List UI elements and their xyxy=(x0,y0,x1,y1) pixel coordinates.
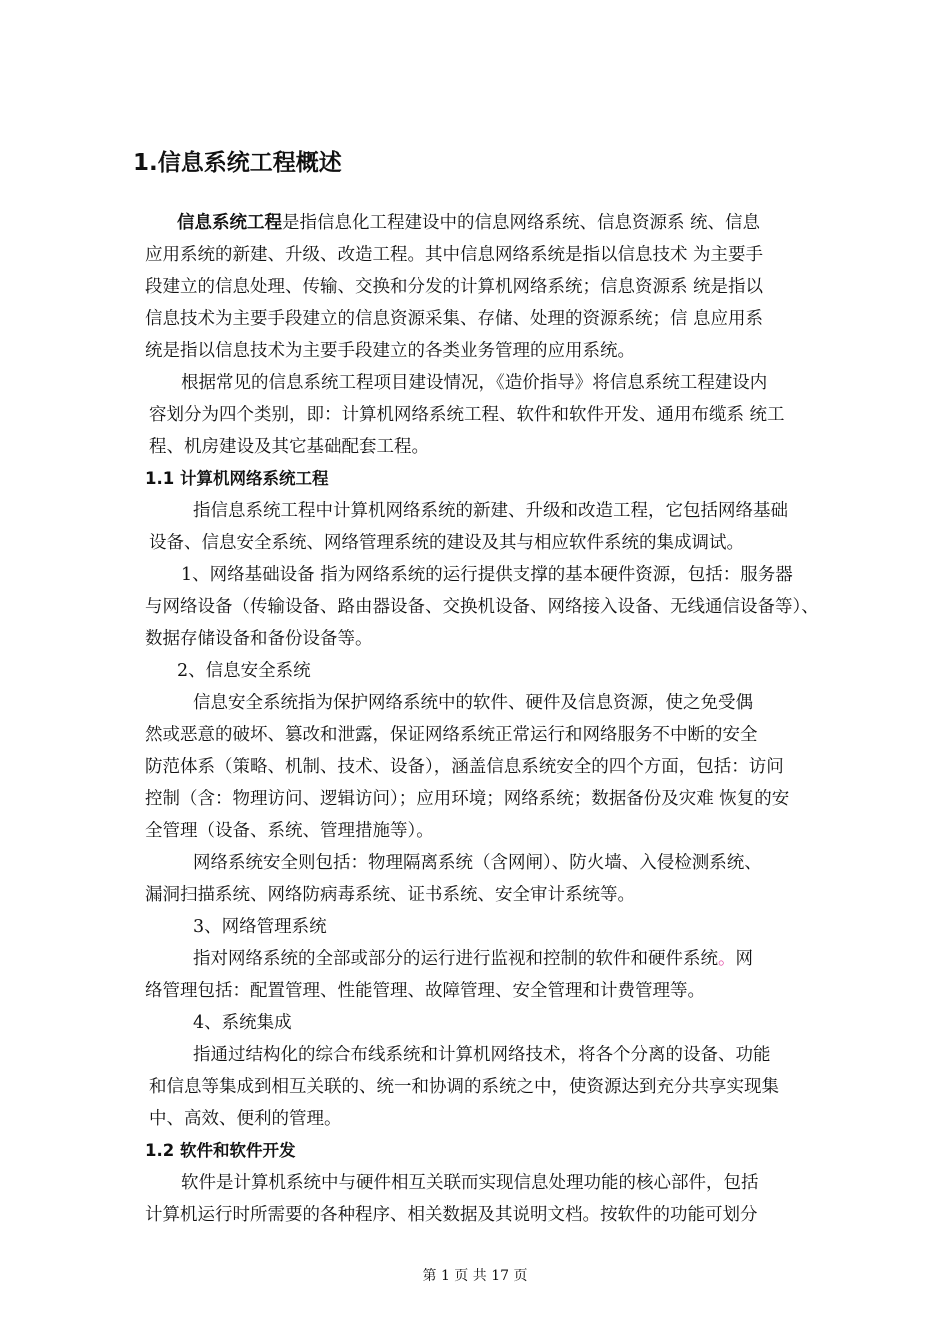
s11-item3-line-1-tail: 网 xyxy=(735,949,753,969)
para2-line-1: 根据常见的信息系统工程项目建设情况，《造价指导》将信息系统工程建设内 xyxy=(181,373,768,393)
highlight-mark: 。 xyxy=(718,949,736,969)
intro-line-5: 统是指以信息技术为主要手段建立的各类业务管理的应用系统。 xyxy=(145,341,635,361)
s11-p1-line-1: 指信息系统工程中计算机网络系统的新建、升级和改造工程，它包括网络基础 xyxy=(193,501,788,521)
s11-item2-p2-line-2: 漏洞扫描系统、网络防病毒系统、证书系统、安全审计系统等。 xyxy=(145,885,635,905)
section-heading-1-2: 1.2 软件和软件开发 xyxy=(145,1141,296,1160)
intro-line-2: 应用系统的新建、升级、改造工程。其中信息网络系统是指以信息技术 为主要手 xyxy=(145,245,764,265)
page-footer: 第 1 页 共 17 页 xyxy=(422,1268,528,1284)
s11-item4-title: 4、系统集成 xyxy=(193,1013,292,1033)
s11-item3-line-1-text: 指对网络系统的全部或部分的运行进行监视和控制的软件和硬件系统 xyxy=(193,949,718,969)
s11-item3-line-1 xyxy=(193,947,753,971)
s11-item4-line-1: 指通过结构化的综合布线系统和计算机网络技术，将各个分离的设备、功能 xyxy=(193,1045,771,1065)
s11-item2-p1-line-5: 全管理（设备、系统、管理措施等）。 xyxy=(145,821,434,841)
s11-item2-p1-line-2: 然或恶意的破坏、篡改和泄露，保证网络系统正常运行和网络服务不中断的安全 xyxy=(145,725,758,745)
intro-line-1-text: 是指信息化工程建设中的信息网络系统、信息资源系 统、信息 xyxy=(282,213,761,233)
s11-item1-line-2: 与网络设备（传输设备、路由器设备、交换机设备、网络接入设备、无线通信设备等）、 xyxy=(145,597,819,617)
s11-p1-line-2: 设备、信息安全系统、网络管理系统的建设及其与相应软件系统的集成调试。 xyxy=(149,533,744,553)
para2-line-2: 容划分为四个类别，即：计算机网络系统工程、软件和软件开发、通用布缆系 统工 xyxy=(149,405,785,425)
page-title: 1.信息系统工程概述 xyxy=(133,150,342,176)
intro-line-1 xyxy=(177,211,760,235)
s12-line-2: 计算机运行时所需要的各种程序、相关数据及其说明文档。按软件的功能可划分 xyxy=(145,1205,758,1225)
s11-item2-p1-line-3: 防范体系（策略、机制、技术、设备），涵盖信息系统安全的四个方面，包括：访问 xyxy=(145,757,784,777)
s11-item1-line-3: 数据存储设备和备份设备等。 xyxy=(145,629,373,649)
s11-item4-line-2: 和信息等集成到相互关联的、统一和协调的系统之中，使资源达到充分共享实现集 xyxy=(149,1077,779,1097)
s11-item4-line-3: 中、高效、便利的管理。 xyxy=(149,1109,342,1129)
intro-line-3: 段建立的信息处理、传输、交换和分发的计算机网络系统；信息资源系 统是指以 xyxy=(145,277,764,297)
s11-item2-p2-line-1: 网络系统安全则包括：物理隔离系统（含网闸）、防火墙、入侵检测系统、 xyxy=(193,853,762,873)
s11-item2-p1-line-1: 信息安全系统指为保护网络系统中的软件、硬件及信息资源，使之免受偶 xyxy=(193,693,753,713)
section-heading-1-1: 1.1 计算机网络系统工程 xyxy=(145,469,329,488)
intro-line-4: 信息技术为主要手段建立的信息资源采集、存储、处理的资源系统；信 息应用系 xyxy=(145,309,764,329)
s11-item2-title: 2、信息安全系统 xyxy=(177,661,311,681)
s11-item1-line-1: 1、网络基础设备 指为网络系统的运行提供支撑的基本硬件资源，包括：服务器 xyxy=(181,565,793,585)
s11-item2-p1-line-4: 控制（含：物理访问、逻辑访问）；应用环境；网络系统；数据备份及灾难 恢复的安 xyxy=(145,789,790,809)
term-highlight: 信息系统工程 xyxy=(177,213,282,233)
s11-item3-line-2: 络管理包括：配置管理、性能管理、故障管理、安全管理和计费管理等。 xyxy=(145,981,705,1001)
s11-item3-title: 3、网络管理系统 xyxy=(193,917,327,937)
s12-line-1: 软件是计算机系统中与硬件相互关联而实现信息处理功能的核心部件，包括 xyxy=(181,1173,759,1193)
para2-line-3: 程、机房建设及其它基础配套工程。 xyxy=(149,437,429,457)
